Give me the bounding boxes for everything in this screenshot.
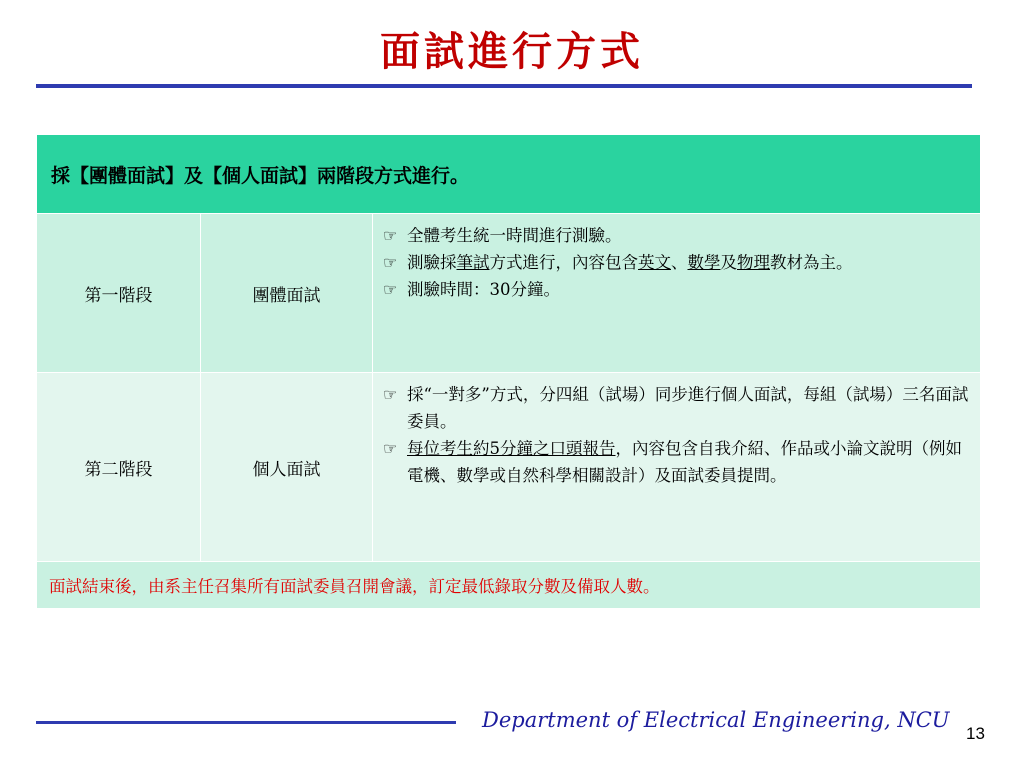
bullet-text: 英文: [638, 253, 671, 272]
bullet-text: 筆試: [456, 253, 490, 272]
bullet-text: 及: [720, 253, 737, 272]
bullet-text: 全體考生統一時間進行測驗。: [407, 226, 622, 245]
detail-cell: [373, 373, 981, 562]
pointing-hand-icon: ☞: [383, 280, 398, 299]
title-divider: [36, 84, 972, 88]
page-number: 13: [966, 724, 985, 743]
bullet-item: [383, 435, 970, 489]
bullet-text: 採“一對多”方式，分四組（試場）同步進行個人面試，每組（試場）三名面試委員。: [407, 385, 969, 431]
pointing-hand-icon: ☞: [383, 439, 398, 458]
bullet-item: [383, 222, 970, 249]
table-header: 採【團體面試】及【個人面試】兩階段方式進行。: [37, 135, 981, 214]
bullet-text: 每位考生約5分鐘之口頭報告: [407, 439, 616, 458]
pointing-hand-icon: ☞: [383, 253, 398, 272]
bullet-list: [383, 222, 970, 303]
phase-cell: 第二階段: [37, 373, 201, 562]
footer-divider: [36, 721, 456, 724]
bullet-item: [383, 249, 970, 276]
pointing-hand-icon: ☞: [383, 385, 398, 404]
table-footer-note: 面試結束後，由系主任召集所有面試委員召開會議，訂定最低錄取分數及備取人數。: [37, 562, 981, 609]
bullet-text: 數學: [687, 253, 721, 272]
bullet-text: 物理: [737, 253, 770, 272]
bullet-text: 、: [671, 253, 688, 272]
bullet-text: ，內容包含自我介紹、作品或小論文說明（例如電機、數學或自然科學相關設計）及面試委員提問。: [407, 439, 962, 485]
phase-cell: 第一階段: [37, 214, 201, 373]
interview-type-cell: 團體面試: [201, 214, 373, 373]
bullet-text: 測驗時間：30分鐘。: [407, 280, 560, 299]
pointing-hand-icon: ☞: [383, 226, 398, 245]
bullet-list: [383, 381, 970, 489]
table-row: [37, 214, 981, 373]
bullet-item: [383, 276, 970, 303]
bullet-text: 教材為主。: [770, 253, 853, 272]
bullet-item: [383, 381, 970, 435]
interview-table: [36, 134, 981, 609]
detail-cell: [373, 214, 981, 373]
slide-title: 面試進行方式: [380, 28, 644, 75]
bullet-text: 方式進行，內容包含: [489, 253, 638, 272]
table-row: [37, 373, 981, 562]
department-name: Department of Electrical Engineering, NCU: [482, 708, 950, 732]
interview-type-cell: 個人面試: [201, 373, 373, 562]
bullet-text: 測驗採: [407, 253, 457, 272]
